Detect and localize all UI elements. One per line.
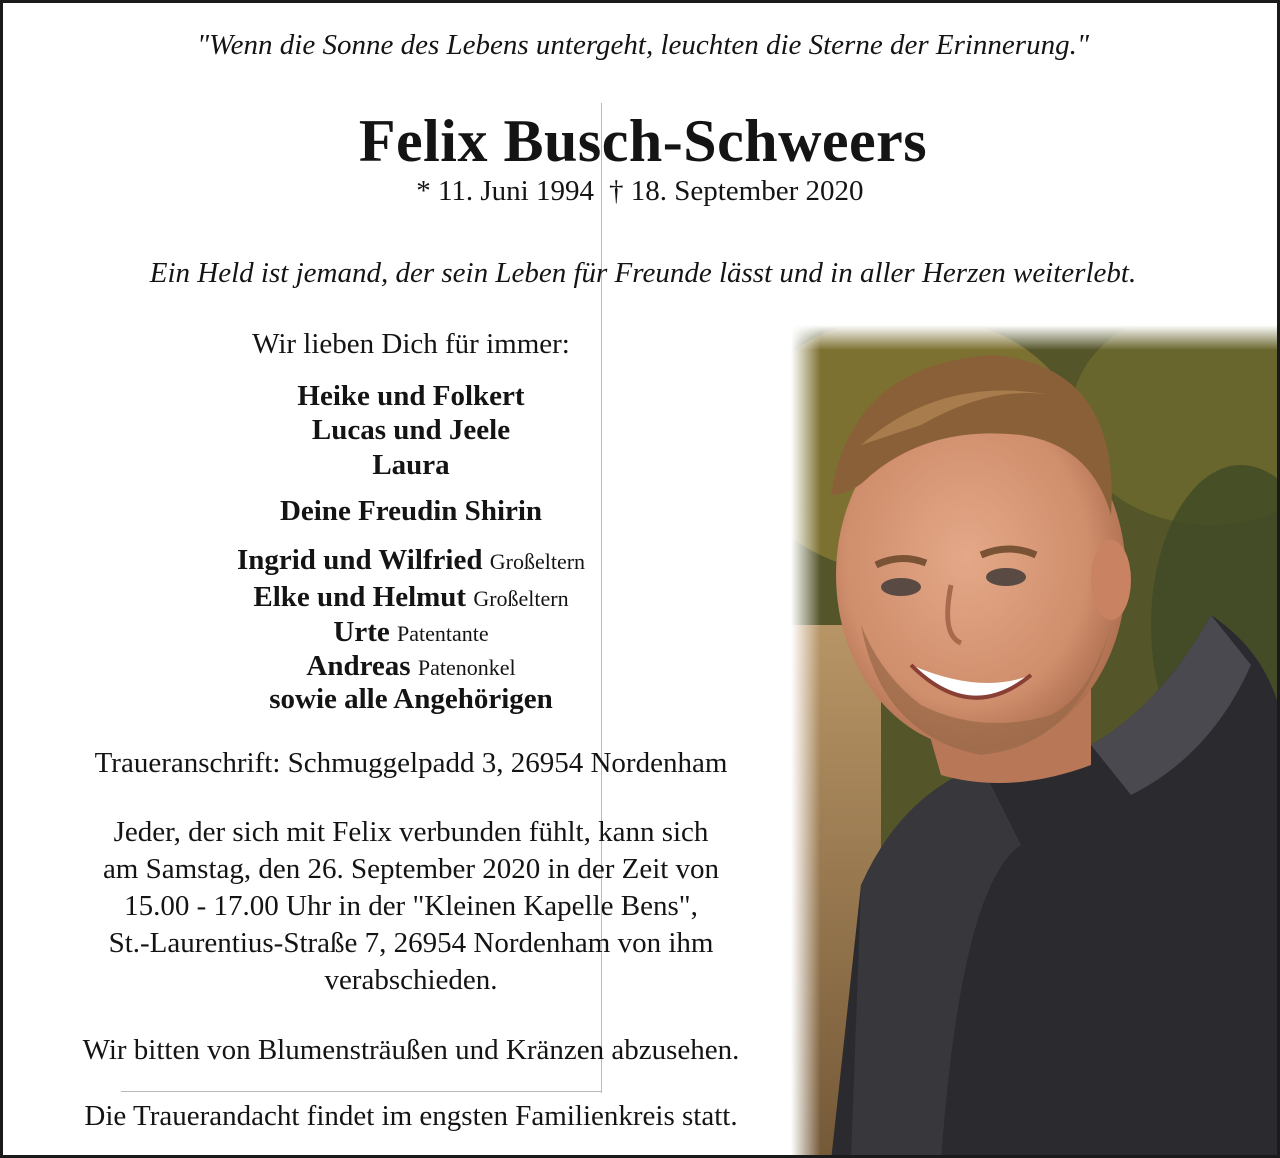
farewell-line-4: St.-Laurentius-Straße 7, 26954 Nordenham von ihm xyxy=(108,927,714,959)
grandparents-1-name: Ingrid und Wilfried xyxy=(236,544,483,576)
family-siblings: Lucas und Jeele xyxy=(311,414,511,446)
family-godfather xyxy=(23,650,799,683)
portrait-photo xyxy=(791,325,1280,1158)
grandparents-2-name: Elke und Helmut xyxy=(253,581,467,613)
flowers-request: Wir bitten von Blumensträußen und Kränzen abzusehen. xyxy=(82,1034,740,1066)
bottom-guide-line xyxy=(121,1091,602,1092)
service-notice: Die Trauerandacht findet im engsten Familienkreis statt. xyxy=(84,1100,738,1132)
grandparents-2-role: Großeltern xyxy=(473,586,569,611)
grandparents-1-role: Großeltern xyxy=(489,549,586,574)
birth-date: * 11. Juni 1994 xyxy=(416,175,594,207)
family-grandparents-1 xyxy=(23,544,799,577)
farewell-line-3: 15.00 - 17.00 Uhr in der "Kleinen Kapelle Bens", xyxy=(124,890,698,922)
mourning-address: Traueranschrift: Schmuggelpadd 3, 26954 Nordenham xyxy=(94,747,728,779)
family-girlfriend: Deine Freudin Shirin xyxy=(279,495,543,527)
family-sister: Laura xyxy=(372,449,450,481)
farewell-line-5: verabschieden. xyxy=(324,964,498,996)
portrait-photo-icon xyxy=(791,325,1280,1158)
hero-motto: Ein Held ist jemand, der sein Leben für Freunde lässt und in aller Herzen weiterlebt. xyxy=(149,257,1137,289)
farewell-line-1: Jeder, der sich mit Felix verbunden fühlt, kann sich xyxy=(113,816,709,848)
godfather-role: Patenonkel xyxy=(417,655,516,680)
death-date: † 18. September 2020 xyxy=(609,175,864,207)
family-relatives: sowie alle Angehörigen xyxy=(269,683,553,715)
love-statement: Wir lieben Dich für immer: xyxy=(252,328,570,360)
godmother-name: Urte xyxy=(333,616,390,648)
family-parents: Heike und Folkert xyxy=(297,380,525,412)
family-godmother xyxy=(23,616,799,649)
family-grandparents-2 xyxy=(23,581,799,614)
memorial-quote: "Wenn die Sonne des Lebens untergeht, leuchten die Sterne der Erinnerung." xyxy=(196,29,1090,61)
deceased-name: Felix Busch-Schweers xyxy=(358,108,928,174)
godmother-role: Patentante xyxy=(396,621,489,646)
farewell-line-2: am Samstag, den 26. September 2020 in der Zeit von xyxy=(102,853,720,885)
godfather-name: Andreas xyxy=(306,650,411,682)
